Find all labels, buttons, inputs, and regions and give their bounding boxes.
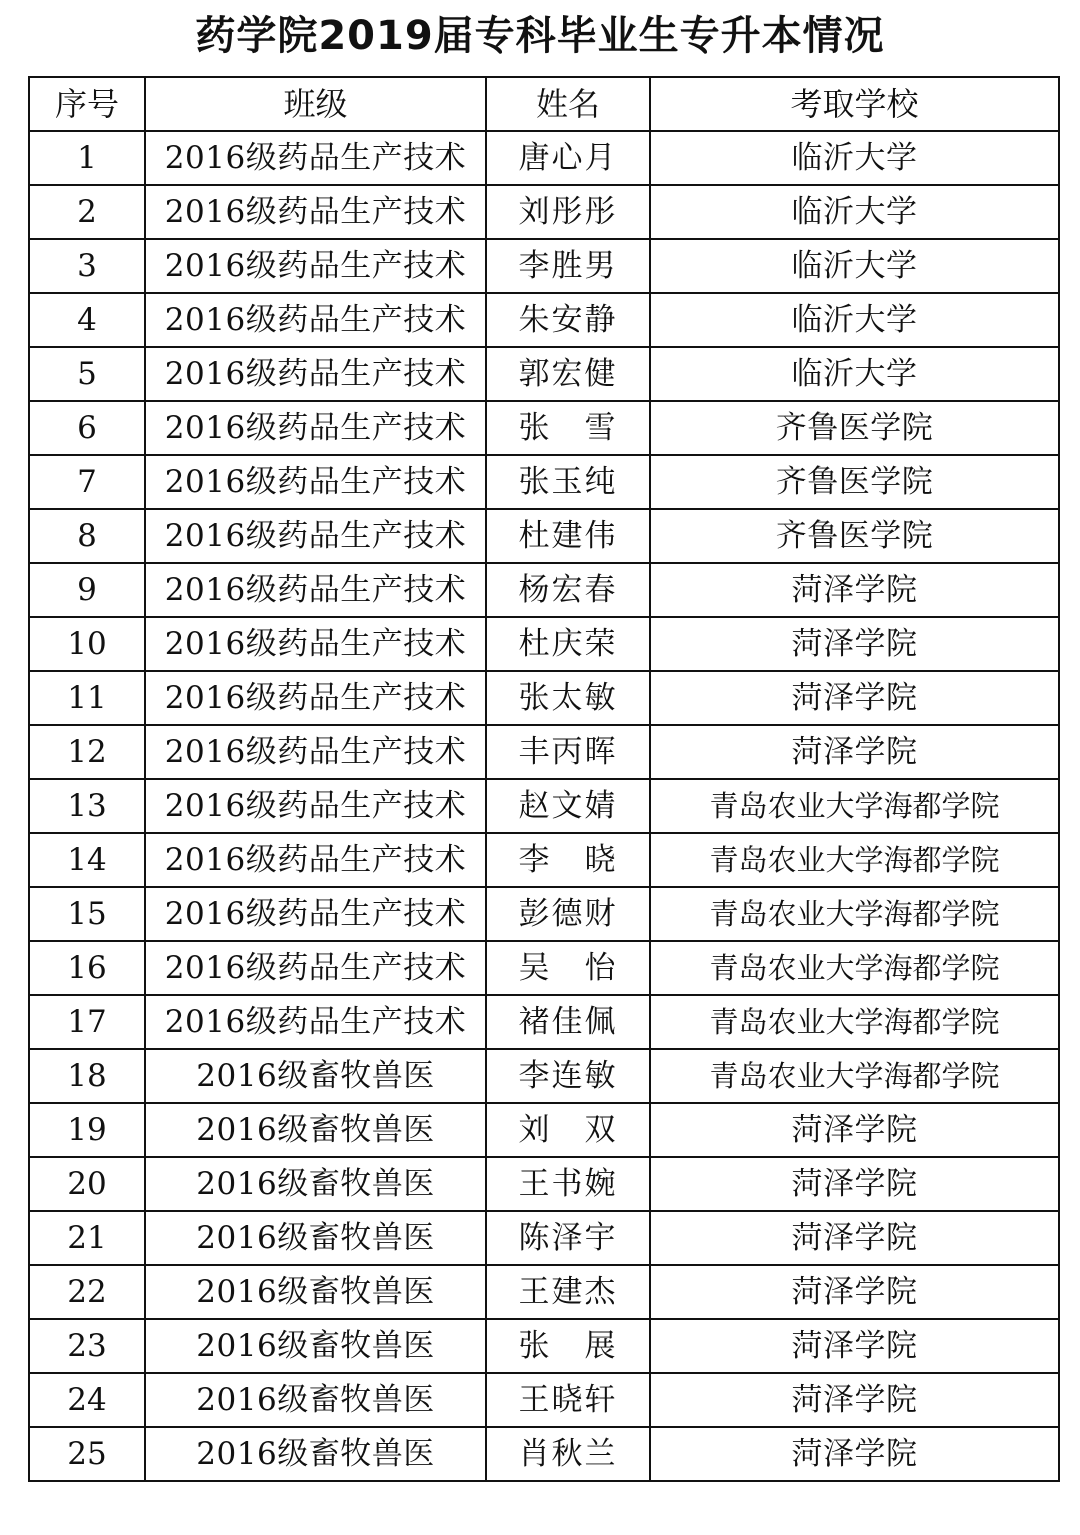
serial-number-cell: 5 — [29, 347, 145, 401]
admitted-school-cell: 菏泽学院 — [650, 1319, 1059, 1373]
table-header — [29, 77, 1059, 131]
student-name-cell: 丰丙晖 — [486, 725, 650, 779]
class-cell: 2016级药品生产技术 — [145, 779, 486, 833]
admitted-school-cell: 临沂大学 — [650, 131, 1059, 185]
admitted-school-cell: 菏泽学院 — [650, 1211, 1059, 1265]
student-name-cell: 杜建伟 — [486, 509, 650, 563]
serial-number-cell: 22 — [29, 1265, 145, 1319]
class-cell: 2016级畜牧兽医 — [145, 1319, 486, 1373]
class-cell: 2016级药品生产技术 — [145, 455, 486, 509]
table-row — [29, 131, 1059, 185]
serial-number-cell: 7 — [29, 455, 145, 509]
student-name-cell: 李胜男 — [486, 239, 650, 293]
table-row — [29, 185, 1059, 239]
admitted-school-cell: 菏泽学院 — [650, 671, 1059, 725]
student-name-cell: 唐心月 — [486, 131, 650, 185]
serial-number-cell: 8 — [29, 509, 145, 563]
header-admitted-school: 考取学校 — [650, 77, 1059, 131]
serial-number-cell: 9 — [29, 563, 145, 617]
serial-number-cell: 10 — [29, 617, 145, 671]
table-row — [29, 1103, 1059, 1157]
serial-number-cell: 24 — [29, 1373, 145, 1427]
class-cell: 2016级药品生产技术 — [145, 833, 486, 887]
student-name-cell: 王建杰 — [486, 1265, 650, 1319]
serial-number-cell: 17 — [29, 995, 145, 1049]
serial-number-cell: 21 — [29, 1211, 145, 1265]
table-row — [29, 347, 1059, 401]
class-cell: 2016级畜牧兽医 — [145, 1157, 486, 1211]
admitted-school-cell: 菏泽学院 — [650, 1265, 1059, 1319]
admitted-school-cell: 齐鲁医学院 — [650, 401, 1059, 455]
admitted-school-cell: 菏泽学院 — [650, 617, 1059, 671]
admitted-school-cell: 青岛农业大学海都学院 — [650, 887, 1059, 941]
table-row — [29, 293, 1059, 347]
header-class: 班级 — [145, 77, 486, 131]
class-cell: 2016级药品生产技术 — [145, 293, 486, 347]
serial-number-cell: 1 — [29, 131, 145, 185]
serial-number-cell: 14 — [29, 833, 145, 887]
page-title: 药学院2019届专科毕业生专升本情况 — [195, 13, 885, 59]
table-row — [29, 401, 1059, 455]
admitted-school-cell: 齐鲁医学院 — [650, 509, 1059, 563]
serial-number-cell: 23 — [29, 1319, 145, 1373]
table-row — [29, 617, 1059, 671]
class-cell: 2016级药品生产技术 — [145, 185, 486, 239]
table-row — [29, 671, 1059, 725]
table-row — [29, 1427, 1059, 1481]
student-name-cell: 李 晓 — [486, 833, 650, 887]
student-name-cell: 杨宏春 — [486, 563, 650, 617]
student-name-cell: 吴 怡 — [486, 941, 650, 995]
class-cell: 2016级药品生产技术 — [145, 509, 486, 563]
serial-number-cell: 18 — [29, 1049, 145, 1103]
serial-number-cell: 20 — [29, 1157, 145, 1211]
student-name-cell: 褚佳佩 — [486, 995, 650, 1049]
student-name-cell: 张玉纯 — [486, 455, 650, 509]
header-row — [29, 77, 1059, 131]
student-name-cell: 陈泽宇 — [486, 1211, 650, 1265]
admitted-school-cell: 临沂大学 — [650, 293, 1059, 347]
class-cell: 2016级药品生产技术 — [145, 671, 486, 725]
class-cell: 2016级药品生产技术 — [145, 941, 486, 995]
table-row — [29, 563, 1059, 617]
table-body — [29, 131, 1059, 1481]
header-serial-number: 序号 — [29, 77, 145, 131]
student-name-cell: 郭宏健 — [486, 347, 650, 401]
student-name-cell: 刘彤彤 — [486, 185, 650, 239]
serial-number-cell: 19 — [29, 1103, 145, 1157]
class-cell: 2016级畜牧兽医 — [145, 1427, 486, 1481]
admitted-school-cell: 青岛农业大学海都学院 — [650, 941, 1059, 995]
student-name-cell: 刘 双 — [486, 1103, 650, 1157]
class-cell: 2016级药品生产技术 — [145, 131, 486, 185]
student-name-cell: 李连敏 — [486, 1049, 650, 1103]
admitted-school-cell: 青岛农业大学海都学院 — [650, 1049, 1059, 1103]
header-name: 姓名 — [486, 77, 650, 131]
class-cell: 2016级药品生产技术 — [145, 347, 486, 401]
class-cell: 2016级药品生产技术 — [145, 563, 486, 617]
admitted-school-cell: 菏泽学院 — [650, 1157, 1059, 1211]
admitted-school-cell: 青岛农业大学海都学院 — [650, 995, 1059, 1049]
serial-number-cell: 16 — [29, 941, 145, 995]
class-cell: 2016级畜牧兽医 — [145, 1211, 486, 1265]
table-row — [29, 941, 1059, 995]
student-name-cell: 王晓轩 — [486, 1373, 650, 1427]
admitted-school-cell: 齐鲁医学院 — [650, 455, 1059, 509]
table-row — [29, 1319, 1059, 1373]
serial-number-cell: 15 — [29, 887, 145, 941]
serial-number-cell: 3 — [29, 239, 145, 293]
student-name-cell: 杜庆荣 — [486, 617, 650, 671]
serial-number-cell: 25 — [29, 1427, 145, 1481]
serial-number-cell: 4 — [29, 293, 145, 347]
class-cell: 2016级畜牧兽医 — [145, 1265, 486, 1319]
class-cell: 2016级畜牧兽医 — [145, 1049, 486, 1103]
student-name-cell: 张太敏 — [486, 671, 650, 725]
serial-number-cell: 13 — [29, 779, 145, 833]
serial-number-cell: 12 — [29, 725, 145, 779]
table-row — [29, 887, 1059, 941]
table-row — [29, 1265, 1059, 1319]
class-cell: 2016级药品生产技术 — [145, 617, 486, 671]
student-name-cell: 张 雪 — [486, 401, 650, 455]
serial-number-cell: 11 — [29, 671, 145, 725]
table-row — [29, 779, 1059, 833]
class-cell: 2016级药品生产技术 — [145, 995, 486, 1049]
table-row — [29, 995, 1059, 1049]
student-name-cell: 王书婉 — [486, 1157, 650, 1211]
admitted-school-cell: 菏泽学院 — [650, 725, 1059, 779]
enrollment-table — [28, 76, 1060, 1482]
student-name-cell: 赵文婧 — [486, 779, 650, 833]
admitted-school-cell: 临沂大学 — [650, 347, 1059, 401]
admitted-school-cell: 菏泽学院 — [650, 563, 1059, 617]
class-cell: 2016级畜牧兽医 — [145, 1373, 486, 1427]
table-row — [29, 239, 1059, 293]
class-cell: 2016级药品生产技术 — [145, 239, 486, 293]
admitted-school-cell: 临沂大学 — [650, 239, 1059, 293]
admitted-school-cell: 菏泽学院 — [650, 1427, 1059, 1481]
student-name-cell: 肖秋兰 — [486, 1427, 650, 1481]
admitted-school-cell: 青岛农业大学海都学院 — [650, 779, 1059, 833]
class-cell: 2016级畜牧兽医 — [145, 1103, 486, 1157]
admitted-school-cell: 青岛农业大学海都学院 — [650, 833, 1059, 887]
class-cell: 2016级药品生产技术 — [145, 725, 486, 779]
admitted-school-cell: 临沂大学 — [650, 185, 1059, 239]
table-row — [29, 1373, 1059, 1427]
table-row — [29, 1049, 1059, 1103]
student-name-cell: 张 展 — [486, 1319, 650, 1373]
table-row — [29, 455, 1059, 509]
serial-number-cell: 6 — [29, 401, 145, 455]
table-row — [29, 833, 1059, 887]
table-row — [29, 509, 1059, 563]
class-cell: 2016级药品生产技术 — [145, 401, 486, 455]
table-row — [29, 1211, 1059, 1265]
student-name-cell: 彭德财 — [486, 887, 650, 941]
serial-number-cell: 2 — [29, 185, 145, 239]
table-row — [29, 725, 1059, 779]
class-cell: 2016级药品生产技术 — [145, 887, 486, 941]
admitted-school-cell: 菏泽学院 — [650, 1103, 1059, 1157]
student-name-cell: 朱安静 — [486, 293, 650, 347]
admitted-school-cell: 菏泽学院 — [650, 1373, 1059, 1427]
table-row — [29, 1157, 1059, 1211]
